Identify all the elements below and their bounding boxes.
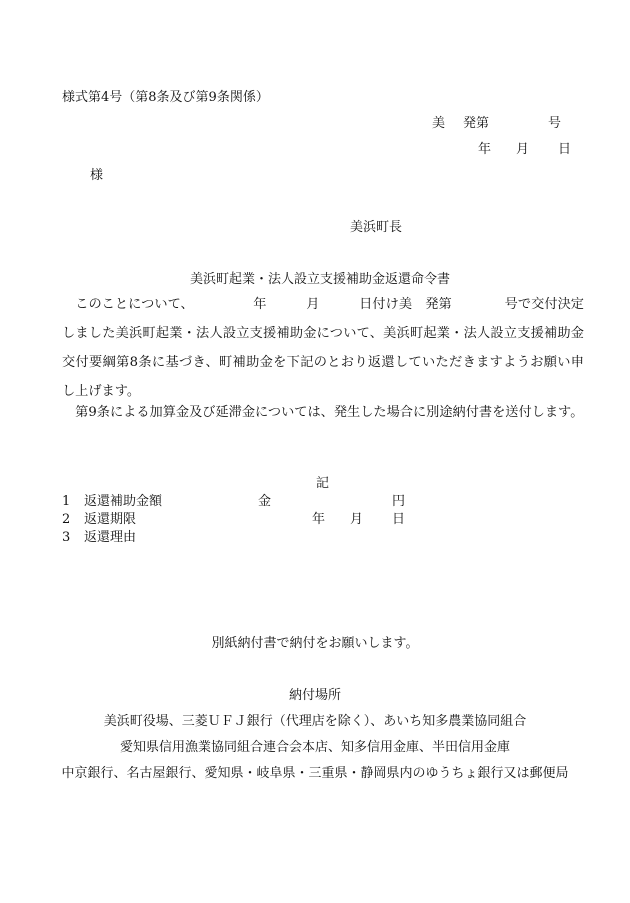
date-month: 月 [516,142,530,157]
item-label: 返還期限 [84,512,137,527]
item-label: 返還補助金額 [84,494,163,509]
body-paragraph-2: 第9条による加算金及び延滞金については、発生した場合に別途納付書を送付します。 [62,405,584,420]
item-row-3 [62,530,582,546]
item-number: 2 [62,512,71,527]
item-number: 1 [62,494,71,509]
body-paragraph-1: このことについて、 年 月 日付け美 発第 号で交付決定しました美浜町起業・法人設立支援補助金について、美浜町起業・法人設立支援補助金交付要綱第8条に基づき、町補助金を下記のとおり返還していただきますようお願い申し上げます。 [62,297,584,399]
payment-notice: 別紙納付書で納付をお願いします。 [211,636,419,651]
date-year: 年 [478,142,492,157]
item-label: 返還理由 [84,530,137,545]
doc-number-prefix: 美 [432,116,446,131]
doc-number-suffix: 号 [548,116,562,131]
addressee-suffix: 様 [90,168,104,183]
item-number: 3 [62,530,71,545]
date-day: 日 [558,142,572,157]
amount-suffix: 円 [392,494,406,509]
form-label: 様式第4号（第8条及び第9条関係） [62,90,269,105]
item-row-2 [62,512,582,528]
amount-prefix: 金 [258,494,272,509]
payment-place-line: 美浜町役場、三菱ＵＦＪ銀行（代理店を除く）、あいち知多農業協同組合 [103,714,527,729]
doc-number-issuer: 発第 [463,116,490,131]
deadline-day: 日 [392,512,406,527]
item-row-1 [62,494,582,510]
ki-heading: 記 [316,476,330,491]
deadline-month: 月 [350,512,364,527]
document-title: 美浜町起業・法人設立支援補助金返還命令書 [190,272,451,287]
payment-place-line: 中京銀行、名古屋銀行、愛知県・岐阜県・三重県・静岡県内のゆうちょ銀行又は郵便局 [61,766,569,781]
sender: 美浜町長 [350,220,403,235]
payment-place-line: 愛知県信用漁業協同組合連合会本店、知多信用金庫、半田信用金庫 [119,740,510,755]
payment-place-title: 納付場所 [288,688,341,703]
deadline-year: 年 [312,512,326,527]
